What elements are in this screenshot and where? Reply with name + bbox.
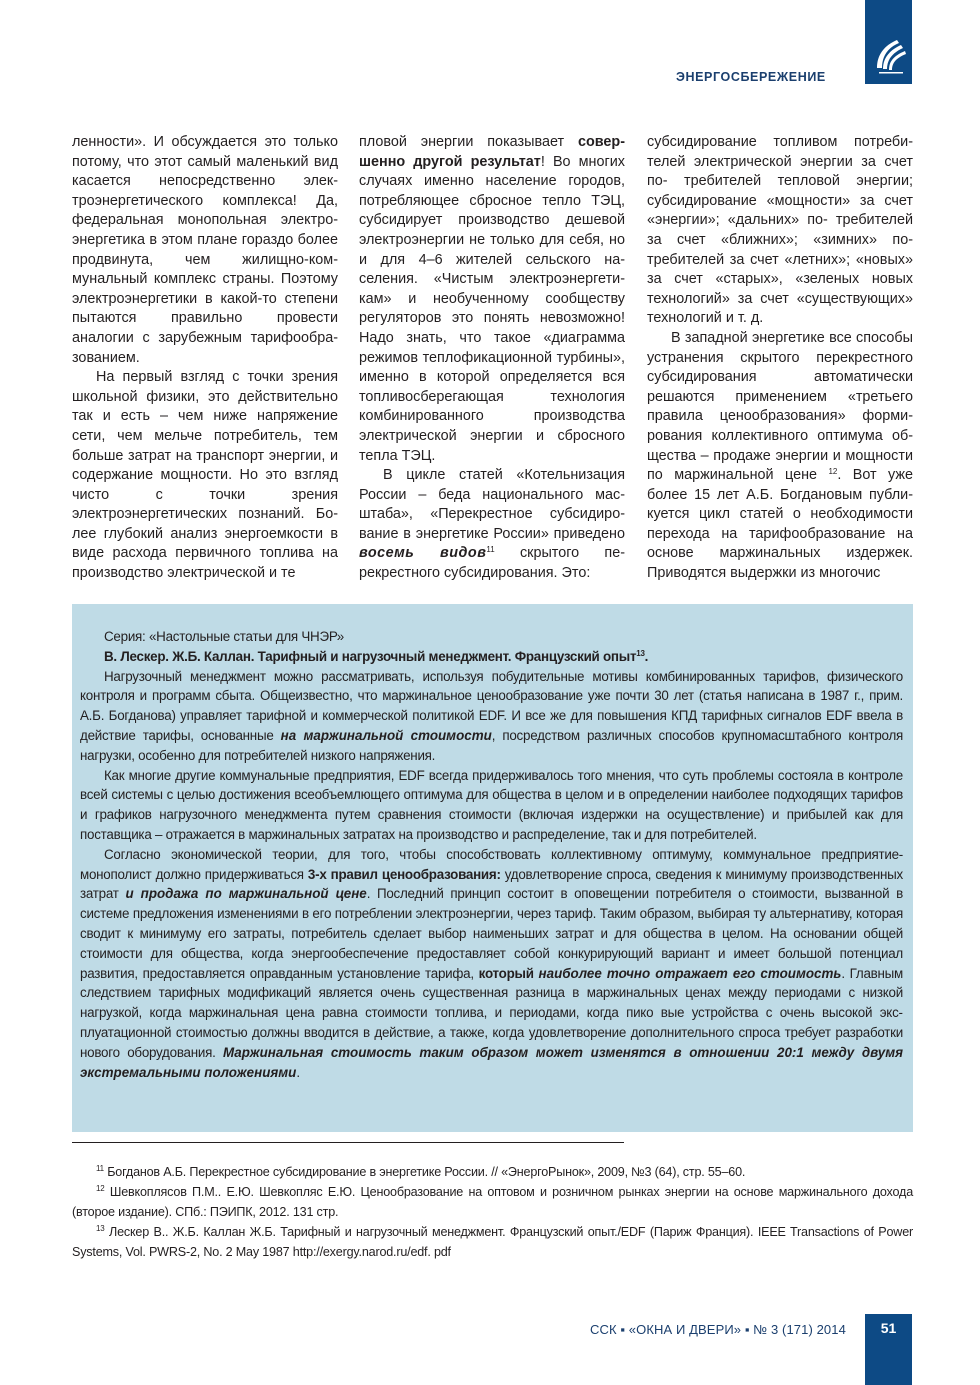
page-number: 51 [880, 1320, 897, 1336]
emphasis: восемь видов [359, 545, 487, 562]
emphasis: совершенно другой результат [359, 134, 625, 170]
text: удовлетворение спроса, сведения к минимуму производственных затрат [80, 866, 903, 902]
footnote [72, 1162, 913, 1182]
emphasis: на маржинальной стоимости [280, 727, 492, 743]
footnote-text: Шевкоплясов П.М.. Е.Ю. Шевкопляс Е.Ю. Ценообразование на оптовом и розничном рынках энергии на основе маржинального дохода (второе издание). СПб.: ПЭИПК, 2012. 131 стр. [72, 1185, 913, 1219]
text: . Главным следствием тарифных модификаций является очень существенная разница в маржинальных ценах между периодами с низкой нагрузкой, когда маржинальная цена равна стоимости топлива, и периодами, когда пико вые устройства с очень высокой эксплуатационной стоимостью должны вводится в действие, а также, когда удовлетворение дополнительного спроса требует разработки нового оборудования. [80, 965, 903, 1060]
footnote [72, 1182, 913, 1222]
header-color-tab [865, 0, 912, 84]
series-label: Серия: «Настольные статьи для ЧНЭР» [104, 629, 344, 644]
paragraph [359, 133, 625, 466]
paragraph: Как многие другие коммунальные предприятия, EDF всегда придерживалось того мнения, что суть проблемы состояла в контроле всей системы с целью достижения всеобъемлющего оптимума для общества в целом и в определении наиболее подходящих тарифов и графиков нагрузочного менеджмента путем сравнения стоимости (включая издержки на осуществление) и прибылей как для поставщика – отражается в маржинальных затратах на производство и распределение, так и для потребителей. [80, 767, 903, 842]
footnote-text: Богданов А.Б. Перекрестное субсидирование в энергетике России. // «ЭнергоРынок», 2009, №3 (64), стр. 55–60. [107, 1165, 746, 1179]
column-2 [359, 133, 625, 584]
text: . [296, 1064, 300, 1080]
section-label: ЭНЕРГОСБЕРЕЖЕНИЕ [676, 70, 826, 84]
column-3 [647, 133, 913, 584]
text: В западной энергетике все способы устранения скрытого перекрестного субсидирования автоматически решаются применением «третьего правила ценообразования» формирования коллективного оптимума общества – продаже энергии и мощности по маржинальной цене [647, 329, 913, 484]
column-1 [72, 133, 338, 584]
emphasis: 3-х правил ценообразования: [307, 866, 501, 882]
highlight-box-content [80, 627, 903, 1082]
paragraph: субсидирование топливом потребителей электрической энергии за счет по- требителей тепловой энергии; субсидирование «мощности» за счет «энергии»; «дальних» по- требителей за счет «ближних»; «зимних» потребителей за счет «летних»; «новых» за счет «старых», «зеленых новых технологий» за счет «существующих» технологий и т. д. [647, 134, 913, 327]
magazine-logo-icon [871, 36, 907, 76]
text: ! Во многих случаях именно население городов, потребляющее сбросное тепло ТЭЦ, субсидирует производство дешевой электроэнергии не только для себя, но и для 4–6 жителей сельского населения. «Чистым электроэнергетикам» и необученному сообществу регуляторов это понять невозможно! Надо знать, что такое «диаграмма режимов теплофикационной турбины», именно в которой определяется вся топливосберегающая технология комбинированного производства электрической энергии и сбросного тепла ТЭЦ. [359, 153, 625, 464]
paragraph [359, 466, 625, 584]
emphasis: который [478, 965, 539, 981]
text: пловой энергии показывает [359, 134, 578, 150]
footnote-text: Лескер В.. Ж.Б. Каллан Ж.Б. Тарифный и нагрузочный менеджмент. Французский опыт./EDF (Париж Франция). IEEE Transactions of Power Systems, Vol. PWRS-2, No. 2 May 1987 http://exergy.narod.ru/edf. pdf [72, 1225, 913, 1259]
box-title [80, 647, 903, 667]
text: В цикле статей «Котельнизация России – беда национального масштаба», «Перекрестное субсидирование в энергетике России» приведено [359, 467, 625, 542]
text: , посредством различных способов крупномасштабного контроля нагрузки, особенно для потребителей низкого напряжения. [80, 727, 904, 763]
paragraph: На первый взгляд с точки зрения школьной физики, это действительно так и есть – чем ниже напряжение сети, чем мельче потребитель, тем больше затрат на транспорт энергии, и содержание мощности. Но это взгляд чисто с точки зрения электроэнергетических познаний. Более глубокий анализ энергоемкости в виде расхода первичного топлива на производство электрической и те [72, 369, 338, 582]
title-end: . [644, 648, 649, 664]
footnote-ref[interactable]: 13 [636, 648, 645, 658]
footnote-number: 11 [96, 1164, 104, 1173]
article-columns [72, 133, 913, 589]
page-number-tab [865, 1314, 912, 1385]
footnote-ref[interactable]: 12 [828, 467, 838, 477]
paragraph: ленности». И обсуждается это только потому, что этот самый маленький вид касается непосредственно электроэнергетического комплекса! Да, федеральная монопольная электроэнергетика в этом плане гораздо более продвинута, чем жилищно-коммунальный комплекс страны. Поэтому электроэнергетики в какой-то степени пытаются правильно провести аналогии с зарубежным тарифообразованием. [72, 134, 338, 366]
footnote-number: 12 [96, 1184, 105, 1193]
paragraph [80, 667, 903, 766]
paragraph [80, 845, 903, 1083]
text: . Последний принцип состоит в оповещении потребителя о стоимости, вызванной в системе предложения изменениями в его потреблении электроэнергии, через тариф. Таким образом, выбирая ту альтернативу, которая сводит к минимуму его затраты, потребитель сделает выбор наименьших затрат и для общества в целом. На основании общей стоимости для общества, когда энергообеспечение предоставляет собой конкурирующий вариант и имеет большой потенциал развития, предоставляется оправданным установление тарифа, [80, 886, 903, 981]
emphasis: наиболее точно отражает его стоимость [538, 965, 842, 981]
highlight-box [72, 604, 913, 1132]
footnote [72, 1222, 913, 1262]
journal-info: ССК ▪ «ОКНА И ДВЕРИ» ▪ № 3 (171) 2014 [590, 1322, 846, 1337]
text: Нагрузочный менеджмент можно рассматривать, используя побудительные мотивы комбинированных тарифов, физического контроля и программ сбыта. Общеизвестно, что маржинальное ценообразование уже почти 30 лет (статья написана в 1987 г., прим. А.Б. Богданова) управляет тарифной и коммерческой политикой EDF. И все же для повышения КПД тарифных сигналов EDF ввела в действие тарифы, основанные [80, 668, 903, 743]
text: . Вот уже более 15 лет А.Б. Богдановым публикуется цикл статей о необходимости перехода на тарифообразование на основе маржинальных издержек. Приводятся выдержки из многочис [647, 467, 914, 582]
paragraph [647, 329, 913, 584]
footnote-number: 13 [96, 1224, 105, 1233]
text: скрытого перекрестного субсидирования. Это: [359, 545, 625, 582]
emphasis: и продажа по маржинальной цене [125, 886, 367, 902]
title-text: В. Лескер. Ж.Б. Каллан. Тарифный и нагрузочный менеджмент. Французский опыт [104, 648, 637, 664]
footnote-ref[interactable]: 11 [486, 545, 495, 555]
emphasis: Маржинальная стоимость таким образом может изменятся в отношении 20:1 между двумя экстремальными положениями [80, 1044, 903, 1080]
text: Согласно экономической теории, для того, чтобы способствовать коллективному оптимуму, коммунальное предприятие-монополист должно придерживаться [80, 846, 903, 882]
footnote-divider [72, 1142, 624, 1143]
footnotes [72, 1162, 913, 1262]
